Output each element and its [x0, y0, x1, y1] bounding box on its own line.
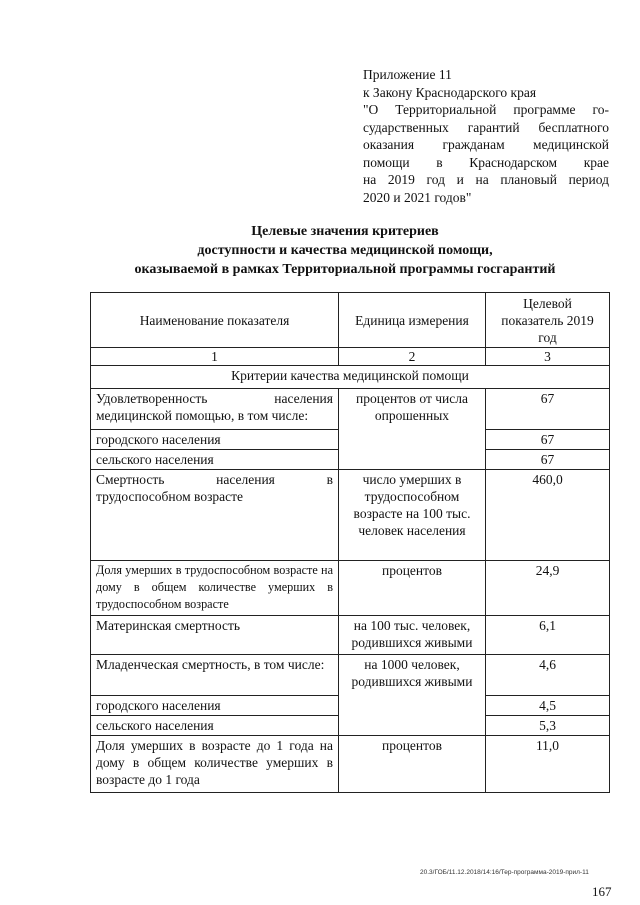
- header-row: [91, 293, 610, 348]
- row-value: 67: [486, 389, 610, 430]
- table-row: [91, 655, 610, 696]
- row-value: 5,3: [486, 716, 610, 736]
- row-value: 67: [486, 430, 610, 450]
- appendix-line: "О Территориальной программе го-: [363, 102, 609, 117]
- appendix-line: Приложение 11: [363, 67, 452, 82]
- row-unit: на 1000 человек, родившихся живыми: [339, 655, 486, 736]
- row-name: Материнская смертность: [91, 616, 339, 655]
- column-number: 1: [91, 348, 339, 366]
- row-unit: процентов: [339, 561, 486, 616]
- row-value: 11,0: [486, 736, 610, 793]
- row-name: Смертность населения в трудоспособном возрасте: [91, 470, 339, 561]
- row-name: Доля умерших в возрасте до 1 года на дому в общем количестве умерших в возрасте до 1 года: [91, 736, 339, 793]
- table-row: [91, 616, 610, 655]
- row-value: 67: [486, 450, 610, 470]
- row-value: 24,9: [486, 561, 610, 616]
- row-unit: процентов: [339, 736, 486, 793]
- column-number-row: [91, 348, 610, 366]
- title-line: оказываемой в рамках Территориальной программы госгарантий: [134, 262, 556, 277]
- row-name: Доля умерших в трудоспособном возрасте на дому в общем количестве умерших в трудоспособном возрасте: [91, 561, 339, 616]
- table-row: [91, 470, 610, 561]
- section-row: [91, 366, 610, 389]
- row-name: городского населения: [91, 696, 339, 716]
- row-name: сельского населения: [91, 716, 339, 736]
- criteria-table: [90, 292, 610, 793]
- footer-document-code: 20.3/ГОБ/11.12.2018/14:16/Тер-программа-2019-прил-11: [420, 869, 589, 876]
- column-number: 2: [339, 348, 486, 366]
- appendix-line: оказания гражданам медицинской: [363, 137, 609, 152]
- row-unit: число умерших в трудоспособном возрасте на 100 тыс. человек населения: [339, 470, 486, 561]
- appendix-line: сударственных гарантий бесплатного: [363, 119, 609, 135]
- row-value: 460,0: [486, 470, 610, 561]
- section-title: Критерии качества медицинской помощи: [91, 366, 610, 389]
- row-name: городского населения: [91, 430, 339, 450]
- row-unit: на 100 тыс. человек, родившихся живыми: [339, 616, 486, 655]
- page-number: 167: [592, 884, 612, 899]
- appendix-line: к Закону Краснодарского края: [363, 84, 537, 100]
- row-value: 6,1: [486, 616, 610, 655]
- header-name: Наименование показателя: [91, 293, 339, 348]
- appendix-line: помощи в Краснодарском крае: [363, 154, 609, 170]
- row-unit: процентов от числа опрошенных: [339, 389, 486, 470]
- row-value: 4,6: [486, 655, 610, 696]
- appendix-block: [363, 66, 609, 206]
- table-row: [91, 389, 610, 430]
- row-name: сельского населения: [91, 450, 339, 470]
- appendix-line: 2020 и 2021 годов": [363, 189, 472, 205]
- document-title: [80, 222, 610, 279]
- header-unit: Единица измерения: [339, 293, 486, 348]
- row-name: Младенческая смертность, в том числе:: [91, 655, 339, 696]
- header-target: Целевой показатель 2019 год: [486, 293, 610, 348]
- column-number: 3: [486, 348, 610, 366]
- title-line: доступности и качества медицинской помощи,: [197, 243, 493, 258]
- table-row: [91, 736, 610, 793]
- title-line: Целевые значения критериев: [251, 224, 439, 239]
- table-row: [91, 561, 610, 616]
- row-name: Удовлетворенность населения медицинской помощью, в том числе:: [91, 389, 339, 430]
- row-value: 4,5: [486, 696, 610, 716]
- appendix-line: на 2019 год и на плановый период: [363, 172, 609, 187]
